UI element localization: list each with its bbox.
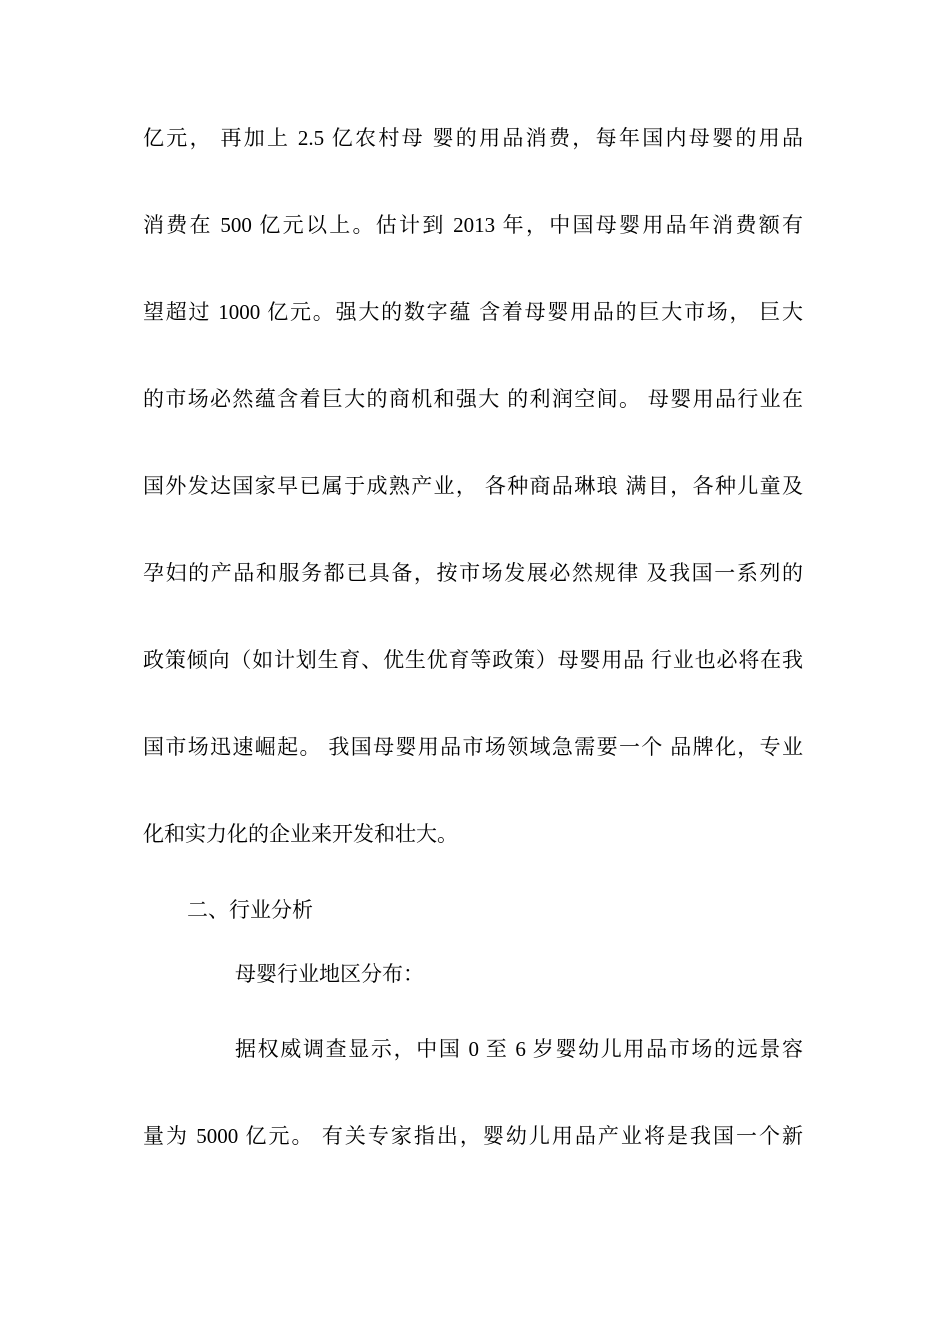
paragraph-line: 国市场迅速崛起。 我国母婴用品市场领域急需要一个 品牌化，专业 xyxy=(143,735,803,759)
paragraph-line: 望超过 1000 亿元。强大的数字蕴 含着母婴用品的巨大市场， 巨大 xyxy=(143,300,803,324)
paragraph-line: 化和实力化的企业来开发和壮大。 xyxy=(143,822,458,846)
paragraph-line: 量为 5000 亿元。 有关专家指出，婴幼儿用品产业将是我国一个新 xyxy=(143,1124,803,1148)
paragraph-market-overview xyxy=(143,95,803,878)
paragraph-line: 据权威调查显示，中国 0 至 6 岁婴幼儿用品市场的远景容 xyxy=(235,1037,803,1061)
paragraph-line: 亿元， 再加上 2.5 亿农村母 婴的用品消费，每年国内母婴的用品 xyxy=(143,126,803,150)
section-heading-industry-analysis: 二、行业分析 xyxy=(187,898,313,922)
sub-heading-region-distribution: 母婴行业地区分布： xyxy=(235,962,424,986)
paragraph-line: 政策倾向（如计划生育、优生优育等政策）母婴用品 行业也必将在我 xyxy=(143,648,803,672)
paragraph-line: 孕妇的产品和服务都已具备，按市场发展必然规律 及我国一系列的 xyxy=(143,561,803,585)
paragraph-line: 的市场必然蕴含着巨大的商机和强大 的利润空间。 母婴用品行业在 xyxy=(143,387,803,411)
paragraph-line: 消费在 500 亿元以上。估计到 2013 年，中国母婴用品年消费额有 xyxy=(143,213,803,237)
paragraph-industry-analysis xyxy=(143,1006,803,1180)
paragraph-line: 国外发达国家早已属于成熟产业， 各种商品琳琅 满目，各种儿童及 xyxy=(143,474,803,498)
